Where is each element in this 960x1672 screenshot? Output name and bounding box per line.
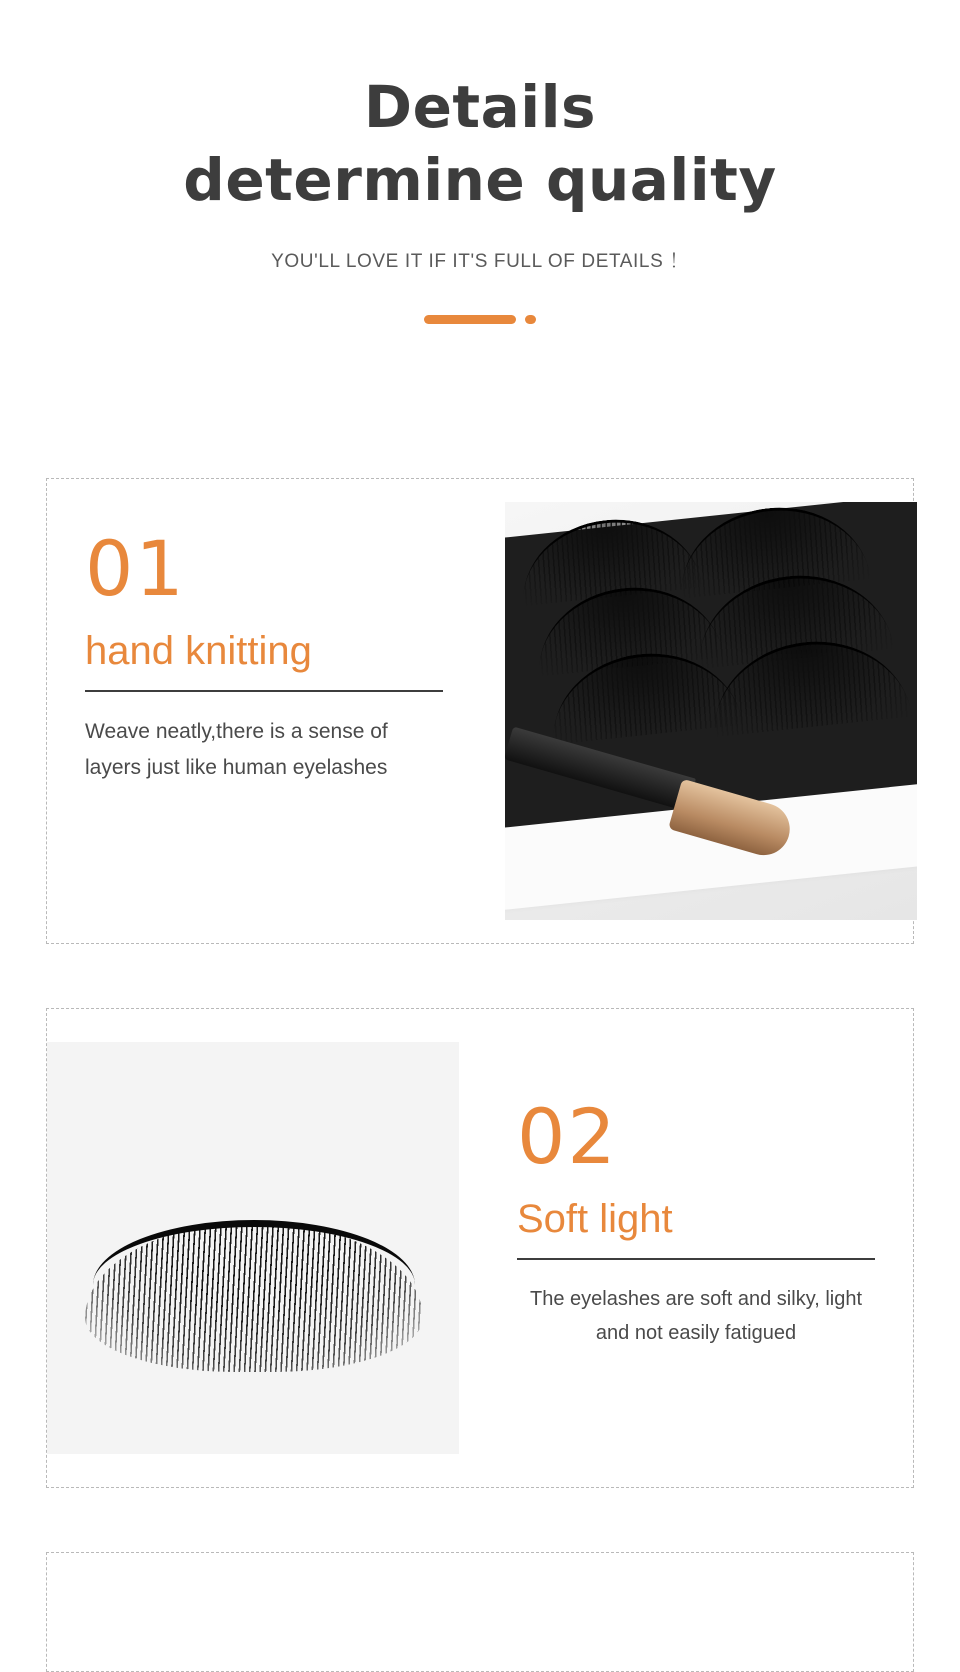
feature-02-number: 02 xyxy=(517,1092,618,1181)
page-subtitle: YOU'LL LOVE IT IF IT'S FULL OF DETAILS ！ xyxy=(271,251,689,273)
eyelash-tray-photo xyxy=(505,502,917,920)
feature-02-title: Soft light xyxy=(517,1197,673,1241)
feature-01-title: hand knitting xyxy=(85,629,312,673)
feature-02-text xyxy=(483,1009,913,1487)
divider-bar xyxy=(424,315,516,324)
feature-01-rule xyxy=(85,690,443,692)
feature-01-number: 01 xyxy=(85,524,186,613)
single-eyelash-photo xyxy=(47,1042,459,1454)
feature-01-text xyxy=(47,479,481,943)
feature-02-description: The eyelashes are soft and silky, light and not easily fatigued xyxy=(529,1288,863,1345)
feature-card-03-partial xyxy=(46,1552,914,1672)
feature-card-02 xyxy=(46,1008,914,1488)
feature-card-01 xyxy=(46,478,914,944)
feature-02-image-col xyxy=(23,1009,483,1487)
page-title-line-1: Details xyxy=(363,73,597,141)
decorative-divider xyxy=(0,315,960,324)
feature-01-image-col xyxy=(481,479,941,943)
page-title-line-2: determine quality xyxy=(183,146,777,215)
single-lash-shape xyxy=(85,1192,423,1372)
page-header xyxy=(0,0,960,324)
divider-dot xyxy=(525,315,536,324)
lash-band xyxy=(93,1220,415,1285)
feature-02-rule xyxy=(517,1258,875,1260)
feature-01-description: Weave neatly,there is a sense of layers just like human eyelashes xyxy=(85,720,388,780)
